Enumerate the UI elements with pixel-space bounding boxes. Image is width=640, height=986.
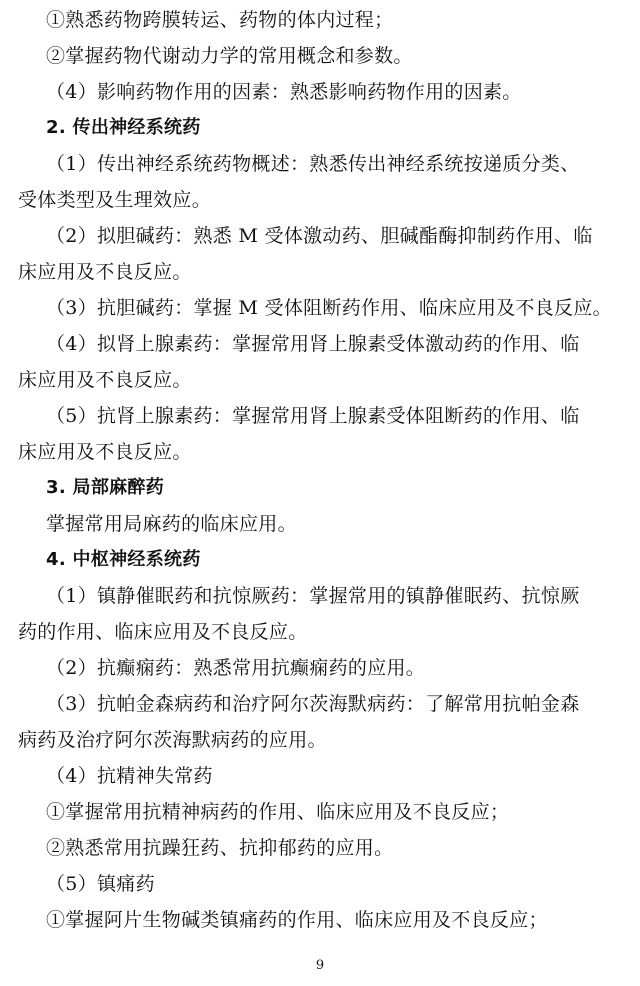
section-heading: 4. 中枢神经系统药 [46,549,201,570]
text-line: ②熟悉常用抗躁狂药、抗抑郁药的应用。 [46,837,394,859]
text-line: 掌握常用局麻药的临床应用。 [46,513,297,535]
text-line: （2）抗癫痫药：熟悉常用抗癫痫药的应用。 [46,657,426,679]
text-line: （3）抗帕金森病药和治疗阿尔茨海默病药：了解常用抗帕金森 [46,693,580,715]
text-line: （4）影响药物作用的因素：熟悉影响药物作用的因素。 [46,81,522,103]
text-line: （1）镇静催眠药和抗惊厥药：掌握常用的镇静催眠药、抗惊厥 [46,585,580,607]
text-line: 药的作用、临床应用及不良反应。 [18,621,308,643]
text-line: 病药及治疗阿尔茨海默病药的应用。 [18,729,327,751]
text-line: ①熟悉药物跨膜转运、药物的体内过程； [46,9,394,31]
text-line: ②掌握药物代谢动力学的常用概念和参数。 [46,45,413,67]
text-line: （4）抗精神失常药 [46,765,213,787]
text-line: （5）镇痛药 [46,873,155,895]
text-line: （2）拟胆碱药：熟悉 M 受体激动药、胆碱酯酶抑制药作用、临 [46,225,593,247]
text-line: 床应用及不良反应。 [18,441,192,463]
text-line: ①掌握阿片生物碱类镇痛药的作用、临床应用及不良反应； [46,909,548,931]
text-line: 床应用及不良反应。 [18,261,192,283]
text-line: ①掌握常用抗精神病药的作用、临床应用及不良反应； [46,801,510,823]
text-line: （1）传出神经系统药物概述：熟悉传出神经系统按递质分类、 [46,153,580,175]
section-heading: 3. 局部麻醉药 [46,477,165,498]
page-number: 9 [315,958,325,973]
text-line: （5）抗肾上腺素药：掌握常用肾上腺素受体阻断药的作用、临 [46,405,580,427]
text-line: （3）抗胆碱药：掌握 M 受体阻断药作用、临床应用及不良反应。 [46,297,612,319]
section-heading: 2. 传出神经系统药 [46,117,201,138]
text-line: 床应用及不良反应。 [18,369,192,391]
text-line: （4）拟肾上腺素药：掌握常用肾上腺素受体激动药的作用、临 [46,333,580,355]
text-line: 受体类型及生理效应。 [18,189,212,211]
